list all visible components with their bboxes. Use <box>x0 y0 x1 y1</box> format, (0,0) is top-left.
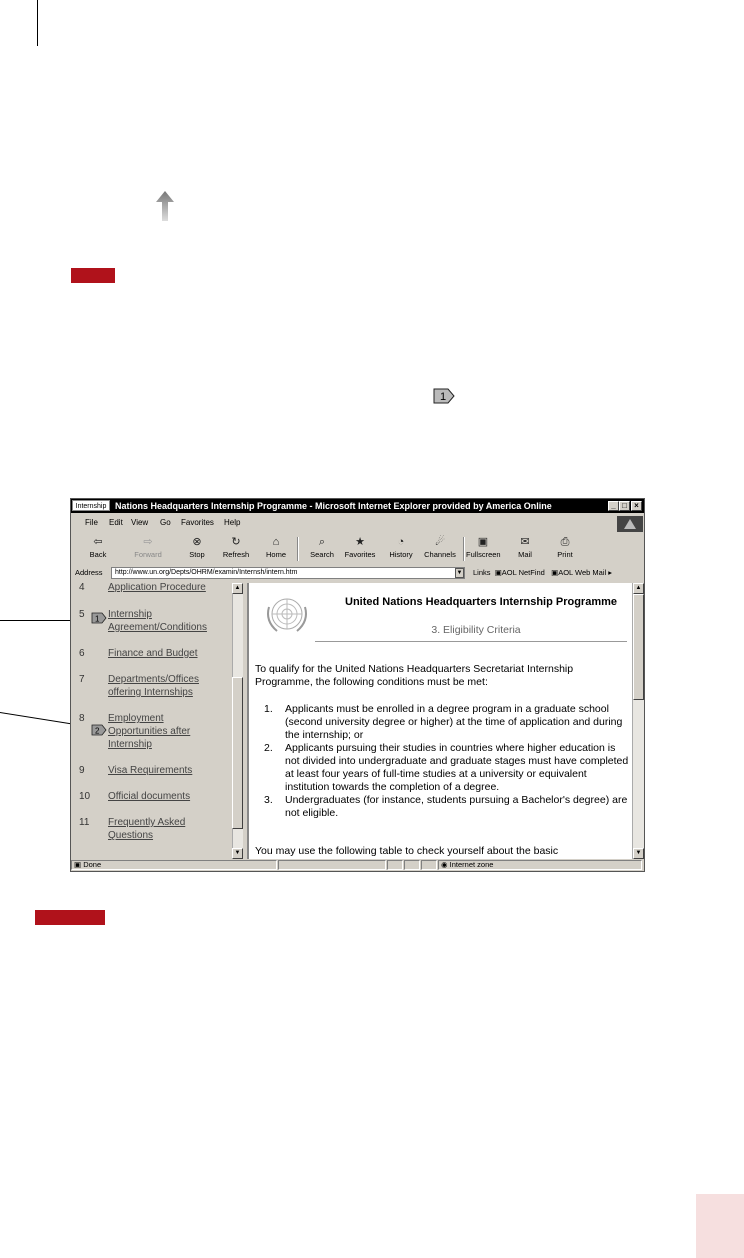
home-button[interactable]: ⌂ Home <box>265 536 286 559</box>
svg-text:2: 2 <box>95 726 100 736</box>
nav-link-official-documents[interactable]: Official documents <box>108 791 191 802</box>
content-frame: United Nations Headquarters Internship Programme 3. Eligibility Criteria To qualify for the United Nations Headquarters Secretariat Internship Programme, the following conditions must be met: 1. Applicants must be enrolled in a degree program in a graduate school (second university degree or higher) at the time of application and during the internship; or 2. Applicants pursuing their studies in countries where higher education is not divided into undergraduate and graduate stages must have completed at least four years of full-time studies at a university or equivalent institution towards the completion of a degree. 3. Undergraduates (for instance, students pursuing a Bachelor's degree) are not eligible. You may use the following table to check yourself about the basic <box>247 583 632 859</box>
fullscreen-icon: ▣ <box>477 536 489 548</box>
section-marker-bar <box>71 268 115 283</box>
table-intro-text: You may use the following table to check yourself about the basic <box>255 845 559 857</box>
menu-go[interactable]: Go <box>160 518 171 527</box>
home-icon: ⌂ <box>272 536 280 548</box>
mail-icon: ✉ <box>520 536 530 548</box>
menu-edit[interactable]: Edit <box>109 518 123 527</box>
status-text: ▣ Done <box>71 860 277 870</box>
search-icon: ⌕ <box>318 536 326 548</box>
scroll-down-button[interactable]: ▼ <box>232 848 243 859</box>
maximize-button[interactable]: □ <box>619 501 630 511</box>
back-button[interactable]: ⇦ Back <box>89 536 107 559</box>
stop-button[interactable]: ⊗ Stop <box>189 536 205 559</box>
status-pane <box>421 860 437 870</box>
refresh-icon: ↻ <box>231 536 241 548</box>
links-label: Links <box>473 568 491 577</box>
nav-frame: 4 Application Procedure 5 Internship Agreement/Conditions 6 Finance and Budget 7 Departments/Offices offering Internships 8 Employment Opportunities after Internship 9 Visa Requirements 10 Official documents 11 Frequently Asked Questions 1 2 <box>71 583 247 859</box>
status-pane <box>387 860 403 870</box>
scroll-up-button[interactable]: ▲ <box>633 583 644 594</box>
channels-icon: ☄ <box>435 536 445 548</box>
window-title: Nations Headquarters Internship Programme - Microsoft Internet Explorer provided by America Online <box>115 501 552 511</box>
search-button[interactable]: ⌕ Search <box>310 536 334 559</box>
forward-button[interactable]: ⇨ Forward <box>134 536 162 559</box>
close-button[interactable]: × <box>631 501 642 511</box>
print-button[interactable]: ⎙ Print <box>557 536 573 559</box>
divider <box>315 641 627 642</box>
section-marker-bar <box>35 910 105 925</box>
title-icon: Internship <box>72 500 110 511</box>
links-bar <box>473 568 612 577</box>
address-label: Address <box>75 568 103 577</box>
callout-badge-label: 1 <box>440 391 447 403</box>
nav-scrollbar[interactable] <box>232 583 243 859</box>
callout-badge-1-icon <box>432 387 456 405</box>
scroll-thumb[interactable] <box>232 677 243 829</box>
status-bar <box>71 859 644 871</box>
address-dropdown-button[interactable]: ▼ <box>456 570 463 576</box>
minimize-button[interactable]: _ <box>608 501 619 511</box>
address-bar <box>71 566 644 580</box>
page-title: United Nations Headquarters Internship Programme <box>345 596 617 608</box>
nav-link-faq[interactable]: Frequently Asked Questions <box>108 817 186 841</box>
menu-view[interactable]: View <box>131 518 149 527</box>
nav-link-departments[interactable]: Departments/Offices offering Internships <box>108 674 199 698</box>
link-aol-web-mail[interactable]: AOL Web Mail <box>558 568 607 577</box>
history-icon: ◔ <box>397 536 405 548</box>
back-arrow-icon: ⇦ <box>93 536 103 548</box>
zone-indicator: ◉ Internet zone <box>438 860 642 870</box>
nav-link-application[interactable]: Application Procedure <box>108 583 206 593</box>
toolbar-separator <box>463 537 465 561</box>
scroll-thumb[interactable] <box>633 594 644 700</box>
nav-link-visa[interactable]: Visa Requirements <box>108 765 193 776</box>
page-icon: ▣ <box>74 860 82 869</box>
status-pane <box>404 860 420 870</box>
aol-throbber-icon <box>617 516 643 532</box>
favorites-icon: ★ <box>355 536 365 548</box>
nav-link-internship-agreement[interactable]: Internship Agreement/Conditions <box>108 609 207 633</box>
nav-link-employment[interactable]: Employment Opportunities after Internship <box>108 713 191 750</box>
channels-button[interactable]: ☄ Channels <box>424 536 456 559</box>
chevron-right-icon[interactable]: ▸ <box>608 568 613 577</box>
globe-icon: ◉ <box>441 860 448 869</box>
aol-icon: ▣ <box>494 568 502 577</box>
svg-text:1: 1 <box>95 614 100 624</box>
stop-icon: ⊗ <box>192 536 202 548</box>
forward-arrow-icon: ⇨ <box>143 536 153 548</box>
status-pane <box>278 860 386 870</box>
browser-window <box>70 498 645 872</box>
up-arrow-icon <box>155 190 175 222</box>
toolbar <box>71 534 644 564</box>
menu-bar <box>71 515 644 531</box>
page-tab <box>696 1194 744 1258</box>
toolbar-separator <box>297 537 299 561</box>
title-bar <box>71 499 644 513</box>
callout-badge-1-icon <box>91 612 107 624</box>
section-subtitle: 3. Eligibility Criteria <box>431 624 521 636</box>
aol-icon: ▣ <box>551 568 559 577</box>
fullscreen-button[interactable]: ▣ Fullscreen <box>466 536 501 559</box>
link-aol-netfind[interactable]: AOL NetFind <box>501 568 545 577</box>
margin-rule <box>37 0 38 46</box>
history-button[interactable]: ◔ History <box>389 536 413 559</box>
nav-link-finance[interactable]: Finance and Budget <box>108 648 198 659</box>
print-icon: ⎙ <box>560 536 570 548</box>
intro-paragraph: To qualify for the United Nations Headquarters Secretariat Internship Programme, the following conditions must be met: <box>255 663 574 688</box>
refresh-button[interactable]: ↻ Refresh <box>222 536 250 559</box>
menu-favorites[interactable]: Favorites <box>181 518 214 527</box>
mail-button[interactable]: ✉ Mail <box>518 536 532 559</box>
un-emblem-icon <box>263 593 311 637</box>
menu-file[interactable]: File <box>85 518 98 527</box>
address-input[interactable]: http://www.un.org/Depts/OHRM/examin/Internsh/intern.htm <box>111 567 465 579</box>
content-scrollbar[interactable] <box>632 583 644 859</box>
scroll-up-button[interactable]: ▲ <box>232 583 243 594</box>
favorites-button[interactable]: ★ Favorites <box>344 536 376 559</box>
callout-badge-2-icon <box>91 724 107 736</box>
scroll-down-button[interactable]: ▼ <box>633 848 644 859</box>
menu-help[interactable]: Help <box>224 518 241 527</box>
